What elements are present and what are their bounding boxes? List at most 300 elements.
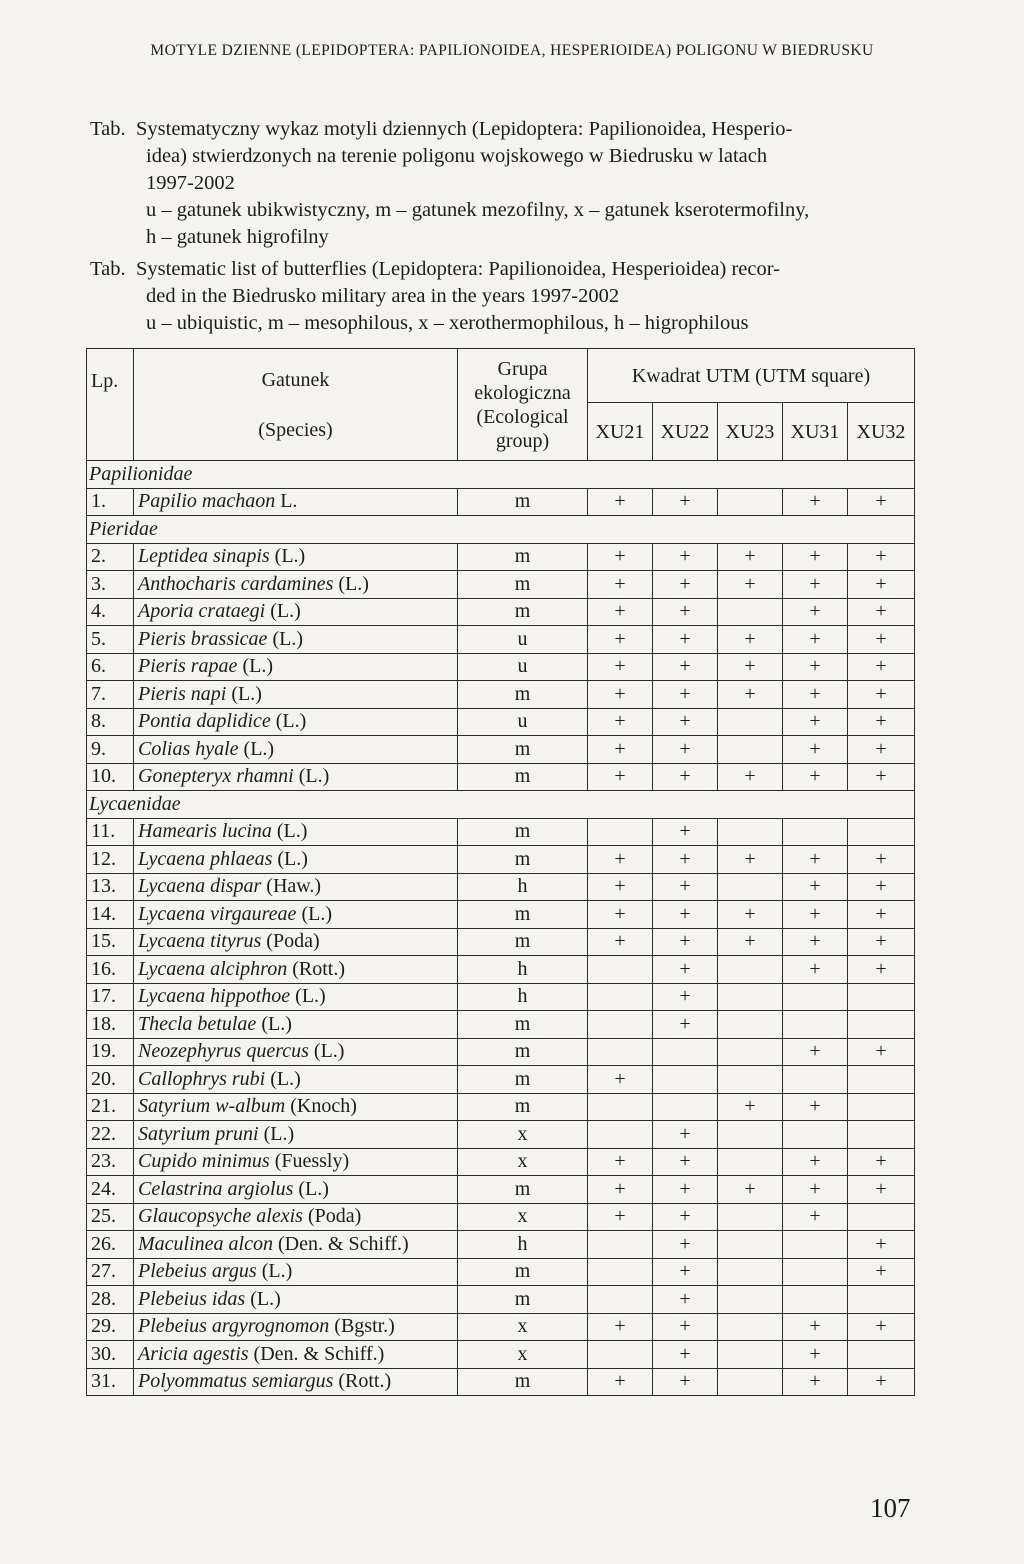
species-author: (L.) bbox=[263, 1122, 295, 1145]
species-name bbox=[134, 1286, 458, 1314]
ecological-group: m bbox=[458, 1258, 588, 1286]
table-row bbox=[87, 901, 915, 929]
table-header bbox=[87, 349, 915, 461]
row-number: 1. bbox=[87, 488, 134, 516]
caption-pl-line-3: 1997-2002 bbox=[146, 172, 235, 194]
presence-mark: + bbox=[783, 1176, 848, 1204]
species-name bbox=[134, 873, 458, 901]
ecological-group: m bbox=[458, 763, 588, 791]
species-name bbox=[134, 488, 458, 516]
species-name bbox=[134, 708, 458, 736]
presence-mark bbox=[718, 1148, 783, 1176]
species-binomial: Colias hyale bbox=[138, 737, 239, 760]
presence-mark bbox=[848, 1203, 915, 1231]
species-binomial: Aricia agestis bbox=[138, 1342, 249, 1365]
header-group-en-2: group) bbox=[495, 429, 550, 452]
presence-mark: + bbox=[653, 598, 718, 626]
ecological-group: u bbox=[458, 653, 588, 681]
family-row bbox=[87, 461, 915, 489]
presence-mark: + bbox=[588, 653, 653, 681]
presence-mark: + bbox=[783, 488, 848, 516]
row-number: 29. bbox=[87, 1313, 134, 1341]
species-name bbox=[134, 983, 458, 1011]
row-number: 3. bbox=[87, 571, 134, 599]
presence-mark bbox=[588, 1093, 653, 1121]
row-number: 16. bbox=[87, 956, 134, 984]
presence-mark: + bbox=[588, 846, 653, 874]
presence-mark bbox=[588, 1231, 653, 1259]
ecological-group: h bbox=[458, 1231, 588, 1259]
presence-mark: + bbox=[653, 1341, 718, 1369]
species-name bbox=[134, 681, 458, 709]
header-species-en: (Species) bbox=[258, 418, 333, 441]
presence-mark: + bbox=[588, 928, 653, 956]
species-binomial: Hamearis lucina bbox=[138, 820, 272, 843]
ecological-group: m bbox=[458, 488, 588, 516]
presence-mark bbox=[588, 1258, 653, 1286]
table-row bbox=[87, 1066, 915, 1094]
species-author: (L.) bbox=[242, 655, 273, 678]
presence-mark: + bbox=[783, 653, 848, 681]
species-author: (Rott.) bbox=[292, 957, 345, 980]
presence-mark bbox=[588, 1121, 653, 1149]
ecological-group: h bbox=[458, 983, 588, 1011]
presence-mark: + bbox=[653, 1231, 718, 1259]
ecological-group: m bbox=[458, 901, 588, 929]
ecological-group: m bbox=[458, 543, 588, 571]
species-name bbox=[134, 1066, 458, 1094]
species-name bbox=[134, 1038, 458, 1066]
presence-mark: + bbox=[588, 873, 653, 901]
species-binomial: Anthocharis cardamines bbox=[138, 572, 334, 595]
presence-mark: + bbox=[783, 626, 848, 654]
caption-en-label: Tab. bbox=[90, 258, 126, 280]
row-number: 9. bbox=[87, 736, 134, 764]
table-row bbox=[87, 1313, 915, 1341]
species-name bbox=[134, 1148, 458, 1176]
table-row bbox=[87, 1368, 915, 1396]
presence-mark: + bbox=[783, 763, 848, 791]
row-number: 26. bbox=[87, 1231, 134, 1259]
presence-mark: + bbox=[653, 681, 718, 709]
presence-mark bbox=[848, 818, 915, 846]
presence-mark: + bbox=[653, 901, 718, 929]
presence-mark bbox=[718, 983, 783, 1011]
species-name bbox=[134, 653, 458, 681]
presence-mark: + bbox=[783, 873, 848, 901]
presence-mark bbox=[718, 1258, 783, 1286]
species-name bbox=[134, 1341, 458, 1369]
caption-en-line-1 bbox=[90, 256, 920, 283]
presence-mark: + bbox=[588, 488, 653, 516]
caption-en-line-2: ded in the Biedrusko military area in the years 1997-2002 bbox=[146, 285, 620, 307]
species-binomial: Lycaena phlaeas bbox=[138, 847, 273, 870]
header-group-pl-1: Grupa bbox=[497, 357, 548, 380]
presence-mark bbox=[653, 1038, 718, 1066]
ecological-group: h bbox=[458, 873, 588, 901]
ecological-group: x bbox=[458, 1203, 588, 1231]
ecological-group: m bbox=[458, 571, 588, 599]
presence-mark: + bbox=[718, 846, 783, 874]
species-author: (L.) bbox=[338, 572, 369, 595]
presence-mark: + bbox=[783, 901, 848, 929]
species-name bbox=[134, 846, 458, 874]
species-binomial: Cupido minimus bbox=[138, 1150, 270, 1173]
presence-mark: + bbox=[588, 681, 653, 709]
presence-mark: + bbox=[653, 543, 718, 571]
row-number: 24. bbox=[87, 1176, 134, 1204]
species-author: (L.) bbox=[298, 1177, 329, 1200]
table-row bbox=[87, 681, 915, 709]
presence-mark: + bbox=[653, 1258, 718, 1286]
table-row bbox=[87, 626, 915, 654]
presence-mark: + bbox=[718, 543, 783, 571]
row-number: 17. bbox=[87, 983, 134, 1011]
presence-mark bbox=[848, 1093, 915, 1121]
presence-mark bbox=[588, 983, 653, 1011]
presence-mark: + bbox=[848, 653, 915, 681]
presence-mark bbox=[718, 1038, 783, 1066]
presence-mark: + bbox=[588, 571, 653, 599]
species-author: (L.) bbox=[272, 627, 303, 650]
family-name: Pieridae bbox=[87, 516, 915, 544]
row-number: 13. bbox=[87, 873, 134, 901]
species-binomial: Neozephyrus quercus bbox=[138, 1040, 309, 1063]
presence-mark: + bbox=[653, 983, 718, 1011]
presence-mark bbox=[718, 1231, 783, 1259]
presence-mark: + bbox=[588, 1203, 653, 1231]
species-binomial: Lycaena hippothoe bbox=[138, 985, 291, 1008]
presence-mark bbox=[783, 1066, 848, 1094]
presence-mark: + bbox=[783, 598, 848, 626]
presence-mark: + bbox=[588, 901, 653, 929]
table-row bbox=[87, 1093, 915, 1121]
presence-mark bbox=[848, 1011, 915, 1039]
presence-mark bbox=[588, 1341, 653, 1369]
presence-mark: + bbox=[783, 708, 848, 736]
presence-mark: + bbox=[783, 1313, 848, 1341]
species-binomial: Aporia crataegi bbox=[138, 600, 266, 623]
presence-mark bbox=[783, 983, 848, 1011]
species-binomial: Leptidea sinapis bbox=[138, 545, 270, 568]
presence-mark: + bbox=[848, 901, 915, 929]
presence-mark: + bbox=[653, 873, 718, 901]
species-binomial: Plebeius argyrognomon bbox=[138, 1315, 330, 1338]
presence-mark bbox=[848, 1066, 915, 1094]
ecological-group: x bbox=[458, 1121, 588, 1149]
species-binomial: Pontia daplidice bbox=[138, 710, 271, 733]
ecological-group: h bbox=[458, 956, 588, 984]
table-row bbox=[87, 1258, 915, 1286]
presence-mark: + bbox=[653, 626, 718, 654]
ecological-group: m bbox=[458, 681, 588, 709]
presence-mark: + bbox=[653, 956, 718, 984]
species-author: L. bbox=[280, 490, 298, 513]
presence-mark: + bbox=[588, 708, 653, 736]
caption-english bbox=[90, 256, 920, 337]
species-name bbox=[134, 1011, 458, 1039]
presence-mark: + bbox=[848, 598, 915, 626]
presence-mark: + bbox=[848, 681, 915, 709]
species-author: (L.) bbox=[270, 600, 301, 623]
presence-mark: + bbox=[588, 1313, 653, 1341]
caption-pl-line-2: idea) stwierdzonych na terenie poligonu wojskowego w Biedrusku w latach bbox=[146, 145, 768, 167]
table-row bbox=[87, 1341, 915, 1369]
table-row bbox=[87, 1231, 915, 1259]
row-number: 14. bbox=[87, 901, 134, 929]
presence-mark: + bbox=[848, 543, 915, 571]
presence-mark bbox=[718, 1286, 783, 1314]
presence-mark: + bbox=[848, 1038, 915, 1066]
presence-mark: + bbox=[848, 708, 915, 736]
table-row bbox=[87, 598, 915, 626]
presence-mark bbox=[848, 983, 915, 1011]
presence-mark: + bbox=[718, 1176, 783, 1204]
presence-mark: + bbox=[718, 571, 783, 599]
header-utm-square: Kwadrat UTM (UTM square) bbox=[588, 349, 915, 403]
species-binomial: Pieris napi bbox=[138, 682, 227, 705]
presence-mark bbox=[783, 818, 848, 846]
presence-mark bbox=[718, 1066, 783, 1094]
presence-mark: + bbox=[653, 1011, 718, 1039]
ecological-group: m bbox=[458, 1093, 588, 1121]
table-row bbox=[87, 846, 915, 874]
ecological-group: m bbox=[458, 846, 588, 874]
ecological-group: m bbox=[458, 736, 588, 764]
species-name bbox=[134, 1313, 458, 1341]
species-binomial: Pieris brassicae bbox=[138, 627, 268, 650]
ecological-group: x bbox=[458, 1313, 588, 1341]
ecological-group: m bbox=[458, 818, 588, 846]
table-row bbox=[87, 1038, 915, 1066]
species-author: (L.) bbox=[231, 682, 262, 705]
row-number: 23. bbox=[87, 1148, 134, 1176]
species-name bbox=[134, 1203, 458, 1231]
presence-mark: + bbox=[848, 1368, 915, 1396]
header-species-pl: Gatunek bbox=[261, 368, 330, 391]
species-author: (Poda) bbox=[266, 930, 320, 953]
presence-mark: + bbox=[653, 1203, 718, 1231]
presence-mark bbox=[783, 1011, 848, 1039]
ecological-group: m bbox=[458, 1066, 588, 1094]
species-name bbox=[134, 1258, 458, 1286]
table-body bbox=[87, 461, 915, 1396]
presence-mark bbox=[848, 1121, 915, 1149]
presence-mark bbox=[588, 1286, 653, 1314]
presence-mark: + bbox=[588, 1368, 653, 1396]
presence-mark: + bbox=[718, 626, 783, 654]
presence-mark: + bbox=[783, 543, 848, 571]
caption-pl-text-1: Systematyczny wykaz motyli dziennych (Lepidoptera: Papilionoidea, Hesperio- bbox=[136, 118, 793, 140]
species-binomial: Thecla betulae bbox=[138, 1012, 257, 1035]
presence-mark bbox=[848, 1286, 915, 1314]
presence-mark: + bbox=[653, 1176, 718, 1204]
table-row bbox=[87, 736, 915, 764]
species-name bbox=[134, 956, 458, 984]
species-author: (L.) bbox=[274, 545, 306, 568]
row-number: 12. bbox=[87, 846, 134, 874]
header-lp: Lp. bbox=[87, 349, 134, 461]
presence-mark: + bbox=[718, 653, 783, 681]
header-square-xu22: XU22 bbox=[653, 403, 718, 461]
presence-mark: + bbox=[848, 571, 915, 599]
presence-mark: + bbox=[783, 846, 848, 874]
presence-mark: + bbox=[653, 571, 718, 599]
presence-mark: + bbox=[588, 598, 653, 626]
row-number: 30. bbox=[87, 1341, 134, 1369]
row-number: 20. bbox=[87, 1066, 134, 1094]
ecological-group: m bbox=[458, 1176, 588, 1204]
ecological-group: x bbox=[458, 1341, 588, 1369]
presence-mark: + bbox=[653, 1148, 718, 1176]
species-name bbox=[134, 1368, 458, 1396]
row-number: 21. bbox=[87, 1093, 134, 1121]
caption-pl-line-4: u – gatunek ubikwistyczny, m – gatunek mezofilny, x – gatunek kserotermofilny, bbox=[146, 199, 810, 221]
presence-mark bbox=[588, 1011, 653, 1039]
presence-mark bbox=[588, 956, 653, 984]
table-row bbox=[87, 488, 915, 516]
species-author: (L.) bbox=[275, 710, 307, 733]
species-author: (L.) bbox=[276, 820, 308, 843]
header-group-pl-2: ekologiczna bbox=[474, 381, 571, 404]
species-author: (L.) bbox=[270, 1067, 301, 1090]
presence-mark: + bbox=[848, 928, 915, 956]
header-species bbox=[134, 349, 458, 461]
table-row bbox=[87, 543, 915, 571]
species-binomial: Plebeius idas bbox=[138, 1287, 246, 1310]
presence-mark bbox=[588, 1038, 653, 1066]
family-row bbox=[87, 516, 915, 544]
header-square-xu32: XU32 bbox=[848, 403, 915, 461]
family-row bbox=[87, 791, 915, 819]
presence-mark: + bbox=[783, 928, 848, 956]
species-author: (L.) bbox=[250, 1287, 281, 1310]
presence-mark: + bbox=[848, 626, 915, 654]
presence-mark: + bbox=[848, 846, 915, 874]
presence-mark bbox=[718, 598, 783, 626]
table-row bbox=[87, 1176, 915, 1204]
species-binomial: Plebeius argus bbox=[138, 1260, 257, 1283]
row-number: 7. bbox=[87, 681, 134, 709]
species-author: (L.) bbox=[295, 985, 326, 1008]
species-name bbox=[134, 763, 458, 791]
row-number: 22. bbox=[87, 1121, 134, 1149]
table-row bbox=[87, 763, 915, 791]
species-binomial: Lycaena alciphron bbox=[138, 957, 288, 980]
species-author: (L.) bbox=[243, 737, 275, 760]
presence-mark bbox=[718, 736, 783, 764]
species-name bbox=[134, 901, 458, 929]
caption-polish bbox=[90, 116, 920, 251]
species-name bbox=[134, 1093, 458, 1121]
presence-mark: + bbox=[783, 1203, 848, 1231]
species-name bbox=[134, 1231, 458, 1259]
presence-mark: + bbox=[848, 488, 915, 516]
ecological-group: u bbox=[458, 626, 588, 654]
table-row bbox=[87, 983, 915, 1011]
presence-mark: + bbox=[848, 736, 915, 764]
species-binomial: Lycaena tityrus bbox=[138, 930, 262, 953]
species-binomial: Celastrina argiolus bbox=[138, 1177, 294, 1200]
species-name bbox=[134, 736, 458, 764]
presence-mark bbox=[783, 1231, 848, 1259]
row-number: 19. bbox=[87, 1038, 134, 1066]
species-author: (Haw.) bbox=[266, 875, 322, 898]
row-number: 4. bbox=[87, 598, 134, 626]
presence-mark: + bbox=[653, 1313, 718, 1341]
species-author: (L.) bbox=[301, 902, 332, 925]
table-row bbox=[87, 928, 915, 956]
row-number: 25. bbox=[87, 1203, 134, 1231]
species-author: (L.) bbox=[298, 765, 330, 788]
presence-mark bbox=[718, 708, 783, 736]
species-author: (L.) bbox=[277, 847, 308, 870]
presence-mark bbox=[718, 488, 783, 516]
presence-mark: + bbox=[588, 763, 653, 791]
table-row bbox=[87, 708, 915, 736]
presence-mark bbox=[718, 956, 783, 984]
species-binomial: Pieris rapae bbox=[138, 655, 238, 678]
presence-mark: + bbox=[783, 1093, 848, 1121]
presence-mark bbox=[588, 818, 653, 846]
presence-mark bbox=[718, 1313, 783, 1341]
table-row bbox=[87, 1203, 915, 1231]
ecological-group: u bbox=[458, 708, 588, 736]
species-author: (Rott.) bbox=[338, 1370, 392, 1393]
presence-mark: + bbox=[783, 956, 848, 984]
presence-mark: + bbox=[588, 1176, 653, 1204]
table-row bbox=[87, 653, 915, 681]
presence-mark: + bbox=[783, 571, 848, 599]
table-row bbox=[87, 818, 915, 846]
table-row bbox=[87, 1286, 915, 1314]
ecological-group: m bbox=[458, 1038, 588, 1066]
row-number: 5. bbox=[87, 626, 134, 654]
presence-mark: + bbox=[783, 681, 848, 709]
species-binomial: Maculinea alcon bbox=[138, 1232, 273, 1255]
table-row bbox=[87, 1121, 915, 1149]
presence-mark: + bbox=[848, 1148, 915, 1176]
running-head: MOTYLE DZIENNE (LEPIDOPTERA: PAPILIONOIDEA, HESPERIOIDEA) POLIGONU W BIEDRUSKU bbox=[150, 42, 874, 59]
presence-mark: + bbox=[783, 1148, 848, 1176]
table-row bbox=[87, 956, 915, 984]
presence-mark bbox=[718, 818, 783, 846]
presence-mark: + bbox=[653, 1286, 718, 1314]
row-number: 2. bbox=[87, 543, 134, 571]
presence-mark: + bbox=[848, 1258, 915, 1286]
presence-mark: + bbox=[588, 1066, 653, 1094]
presence-mark bbox=[783, 1121, 848, 1149]
header-square-xu31: XU31 bbox=[783, 403, 848, 461]
species-name bbox=[134, 571, 458, 599]
header-group-en-1: (Ecological bbox=[476, 405, 569, 428]
row-number: 10. bbox=[87, 763, 134, 791]
row-number: 15. bbox=[87, 928, 134, 956]
header-square-xu21: XU21 bbox=[588, 403, 653, 461]
presence-mark: + bbox=[588, 1148, 653, 1176]
presence-mark: + bbox=[718, 681, 783, 709]
presence-mark: + bbox=[848, 873, 915, 901]
presence-mark bbox=[783, 1286, 848, 1314]
species-binomial: Satyrium w-album bbox=[138, 1095, 286, 1118]
caption-pl-line-5: h – gatunek higrofilny bbox=[146, 226, 329, 248]
species-binomial: Polyommatus semiargus bbox=[138, 1370, 334, 1393]
ecological-group: x bbox=[458, 1148, 588, 1176]
species-author: (Poda) bbox=[307, 1205, 362, 1228]
row-number: 31. bbox=[87, 1368, 134, 1396]
species-author: (Den. & Schiff.) bbox=[277, 1232, 409, 1255]
species-binomial: Gonepteryx rhamni bbox=[138, 765, 294, 788]
